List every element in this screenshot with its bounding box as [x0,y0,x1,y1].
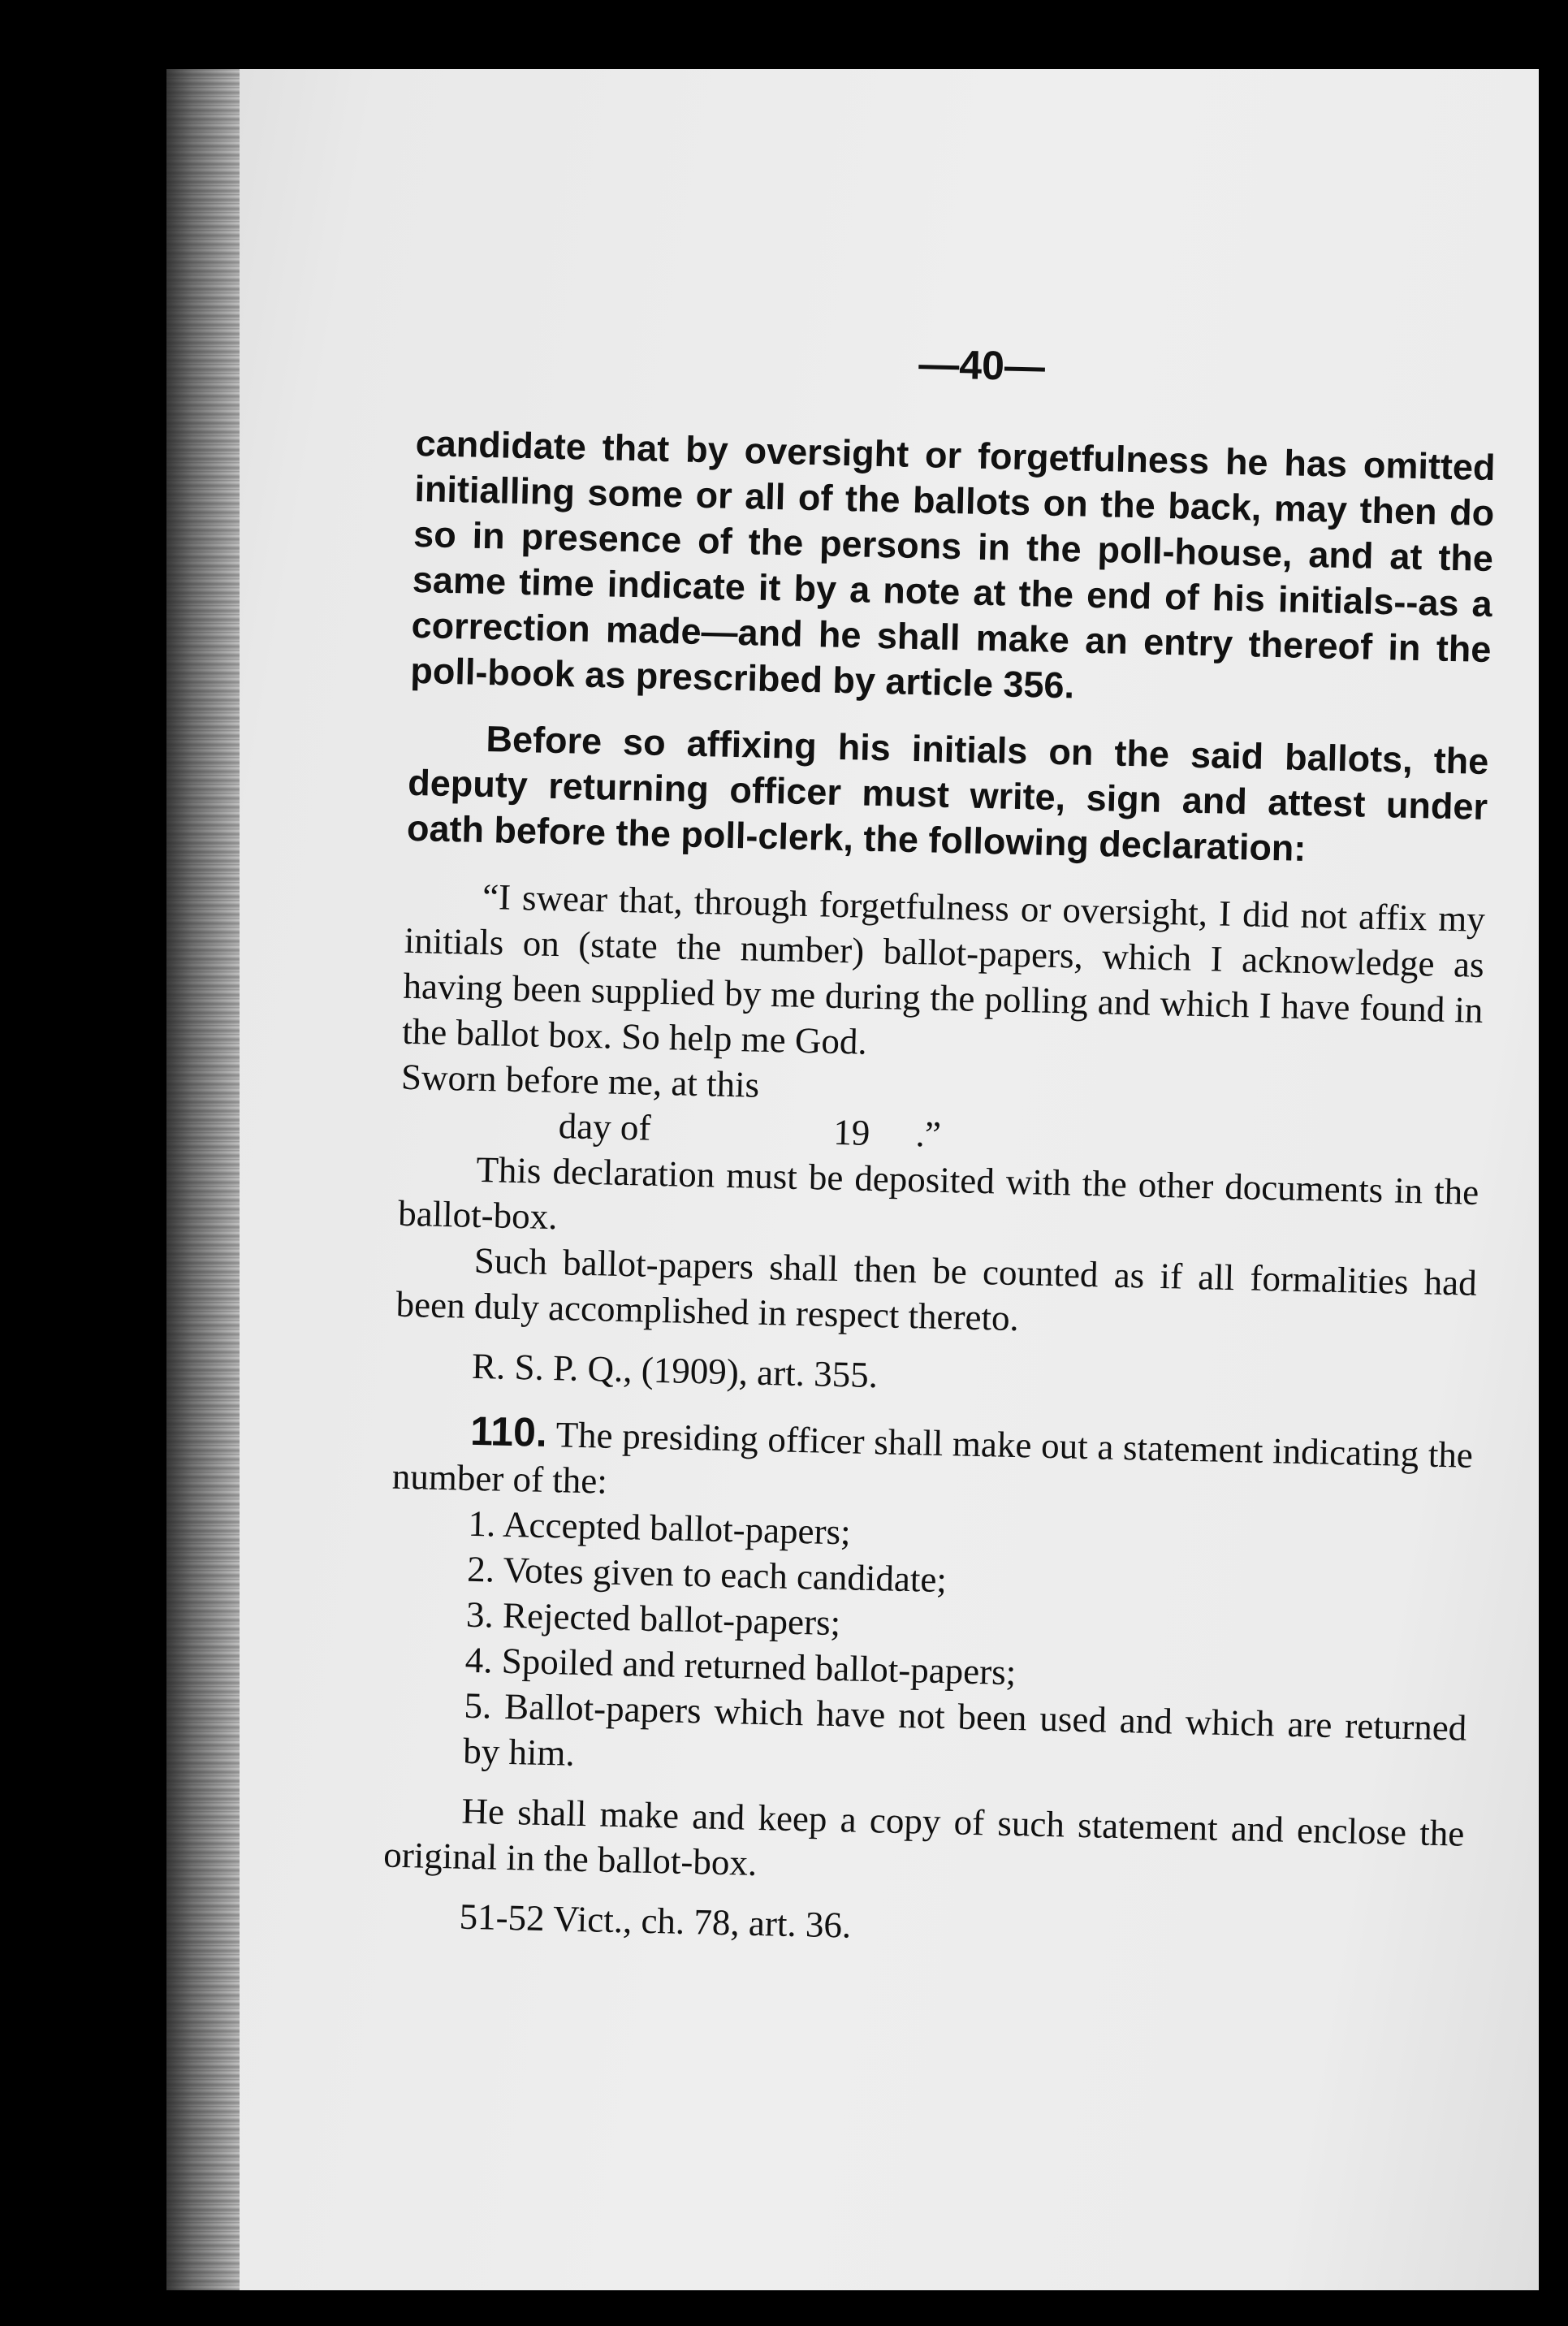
paragraph-continuation: candidate that by oversight or forgetfulness he has omitted initialling some or all of the ballots on the back, may then do so in presence of the persons in the poll-house, and at the same time indicate it by a note at the end of his initials--as a correction made—and he shall make an entry thereof in the poll-book as prescribed by article 356. [409,422,1497,707]
citation-rspq: R. S. P. Q., (1909), art. 355. [471,1345,879,1396]
list-item: 3. Rejected ballot-papers; [465,1593,841,1644]
paragraph-declaration-intro: Before so affixing his initials on the said ballots, the deputy returning officer must write, sign and attest under oath before the poll-clerk, the following declaration: [406,718,1489,869]
list-item: 2. Votes given to each candidate; [466,1548,948,1601]
list-item: 1. Accepted ballot-papers; [468,1502,852,1553]
citation-vict: 51-52 Vict., ch. 78, art. 36. [459,1896,852,1946]
book-page [166,69,1539,2290]
day-line: day of 19 .” [558,1105,942,1155]
section-intro-text: The presiding officer shall make out a statement indicating the number of the: [391,1414,1474,1502]
bold-text-block [406,421,1496,875]
sworn-line: Sworn before me, at this [400,1056,760,1105]
statement-items-list [386,1499,1471,1796]
serif-text-block [382,872,1485,1962]
list-item: 4. Spoiled and returned ballot-papers; [464,1639,1017,1693]
counted-note: Such ballot-papers shall then be counted as if all formalities had been duly accomplished in respect thereto. [395,1239,1478,1339]
page-binding-edge [166,69,240,2290]
closing-paragraph: He shall make and keep a copy of such statement and enclose the original in the ballot-box. [382,1790,1465,1883]
page-content [382,329,1498,1982]
page-number: —40— [918,341,1046,390]
section-number: 110. [469,1407,548,1455]
declaration-deposit-note: This declaration must be deposited with the other documents in the ballot-box. [397,1148,1479,1238]
list-item: 5. Ballot-papers which have not been used and which are returned by him. [462,1684,1467,1774]
oath-text: “I swear that, through forgetfulness or oversight, I did not affix my initials on (state the number) ballot-papers, which I acknowledge as having been supplied by me during the polling and which I have found in the ballot box. So help me God. [401,875,1486,1062]
